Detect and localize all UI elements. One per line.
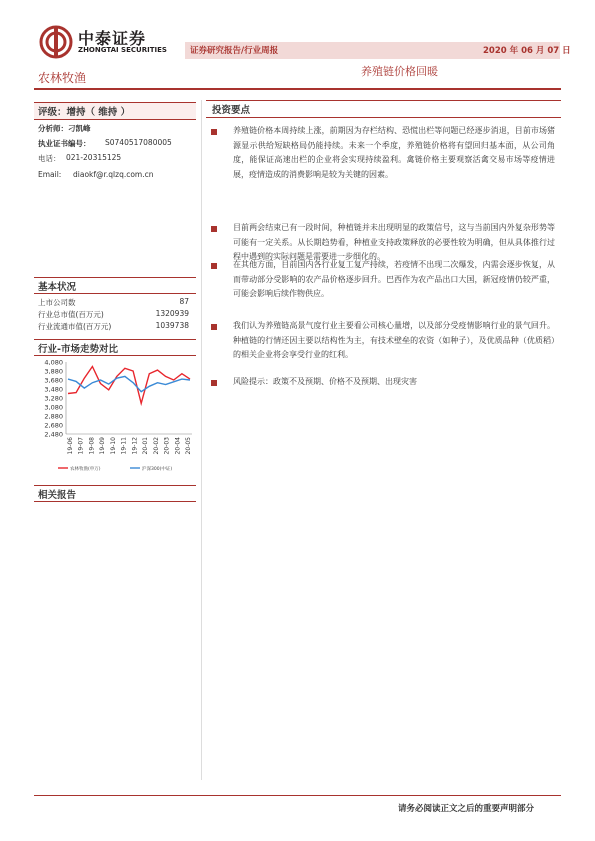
basic-title: 基本状况 — [38, 282, 77, 293]
keypoint-paragraph: 我们认为养殖链高景气度行业主要看公司核心量增，以及部分受疫情影响行业的景气回升。种植链的行情还因主要以结构性为主，有技术壁垒的农资（如种子），及优质品种（优质稻）的相关企业将会享受行业的红利。 — [233, 321, 555, 359]
report-title: 养殖链价格回暖 — [361, 65, 438, 78]
disclaimer-note: 请务必阅读正文之后的重要声明部分 — [398, 804, 535, 814]
legend-label: 农林牧渔(申万) — [70, 467, 101, 472]
legend-label: 沪深300(中证) — [142, 467, 173, 472]
related-title: 相关报告 — [38, 490, 77, 501]
basic-row-label: 上市公司数 — [38, 298, 76, 307]
basic-row-value: 87 — [179, 297, 189, 306]
company-name-en: ZHONGTAI SECURITIES — [78, 46, 167, 54]
footer-line — [34, 795, 561, 796]
y-tick-label: 3,280 — [44, 394, 63, 403]
x-tick-label: 19-06 — [67, 437, 74, 455]
phone-value: 021-20315125 — [66, 153, 122, 162]
bullet-icon — [211, 226, 217, 232]
related-top-line — [34, 485, 196, 486]
x-tick-label: 20-05 — [185, 437, 192, 455]
y-tick-label: 2,880 — [44, 412, 63, 421]
trend-title: 行业-市场走势对比 — [38, 344, 118, 355]
bullet-icon — [211, 324, 217, 330]
basic-row-label: 行业总市值(百万元) — [38, 310, 104, 319]
report-date: 2020 年 06 月 07 日 — [483, 46, 571, 56]
email-value: diaokf@r.qlzq.com.cn — [73, 170, 154, 179]
related-bottom-line — [34, 501, 196, 502]
series-line — [68, 367, 190, 404]
x-tick-label: 19-07 — [77, 437, 85, 455]
x-tick-label: 20-01 — [142, 437, 150, 455]
y-tick-label: 2,480 — [44, 430, 63, 439]
license-value: S0740517080005 — [105, 138, 172, 147]
keypoint-paragraph: 风险提示：政策不及预期、价格不及预期、出现灾害 — [233, 377, 417, 386]
y-tick-label: 3,480 — [44, 385, 63, 394]
y-tick-label: 3,080 — [44, 403, 63, 412]
company-logo — [38, 24, 168, 60]
keypoints-top-line — [206, 100, 561, 101]
x-tick-label: 19-12 — [131, 437, 139, 455]
y-tick-label: 2,680 — [44, 421, 63, 430]
y-tick-label: 3,680 — [44, 376, 63, 385]
keypoints-bottom-line — [206, 117, 561, 118]
x-tick-label: 19-09 — [99, 437, 107, 455]
x-tick-label: 19-11 — [120, 437, 128, 455]
sector-name: 农林牧渔 — [38, 71, 87, 85]
rating-label: 评级：增持（ 维持 ） — [38, 107, 131, 118]
basic-row-label: 行业流通市值(百万元) — [38, 322, 112, 331]
basic-row-value: 1320939 — [155, 309, 189, 318]
bullet-icon — [211, 380, 217, 386]
keypoint-paragraph: 在其他方面，目前国内各行业复工复产持续，若疫情不出现二次爆发，内需会逐步恢复，从而带动部分受影响的农产品价格逐步回升。巴西作为农产品出口大国，新冠疫情仍较严重，可能会影响后续作物供应。 — [233, 260, 555, 298]
analyst-name: 分析师：刁凯峰 — [38, 124, 91, 133]
y-tick-label: 3,880 — [44, 367, 63, 376]
report-type: 证券研究报告/行业周报 — [190, 46, 279, 56]
basic-row-value: 1039738 — [155, 321, 189, 330]
x-tick-label: 20-02 — [152, 437, 160, 455]
logo-emblem-icon — [38, 24, 74, 60]
header-divider — [34, 88, 561, 90]
x-tick-label: 19-10 — [109, 437, 117, 455]
column-divider — [201, 100, 202, 780]
basic-top-line — [34, 277, 196, 278]
license-label: 执业证书编号： — [38, 139, 91, 148]
x-tick-label: 19-08 — [88, 437, 96, 455]
phone-label: 电话： — [38, 154, 61, 163]
basic-bottom-line — [34, 293, 196, 294]
trend-chart — [34, 358, 196, 476]
keypoint-paragraph: 目前两会结束已有一段时间，种植链并未出现明显的政策信号，这与当前国内外复杂形势等可能有一定关系。从长期趋势看，种植业支持政策释放的必要性较为明确，但从具体推行过程中遇到的实际问题是需要进一步细化的。 — [233, 223, 555, 261]
bullet-icon — [211, 129, 217, 135]
keypoints-title: 投资要点 — [212, 105, 251, 116]
y-tick-label: 4,080 — [44, 358, 63, 367]
company-name-cn: 中泰证券 — [78, 29, 147, 48]
x-tick-label: 20-04 — [174, 437, 182, 455]
x-tick-label: 20-03 — [163, 437, 171, 455]
trend-top-line — [34, 339, 196, 340]
keypoint-paragraph: 养殖链价格本周持续上涨，前期因为存栏结构、恐慌出栏等问题已经逐步消退，目前市场猪源显示供给短缺格局仍能持续。未来一个季度，养殖链价格将有望回归基本面，从公司角度，能保证高速出栏的企业将会实现持续盈利。禽链价格主要观察活禽交易市场等疫情进展，疫情造成的消费影响是较为关键的因素。 — [233, 126, 555, 179]
bullet-icon — [211, 263, 217, 269]
trend-bottom-line — [34, 355, 196, 356]
email-label: Email: — [38, 170, 62, 179]
